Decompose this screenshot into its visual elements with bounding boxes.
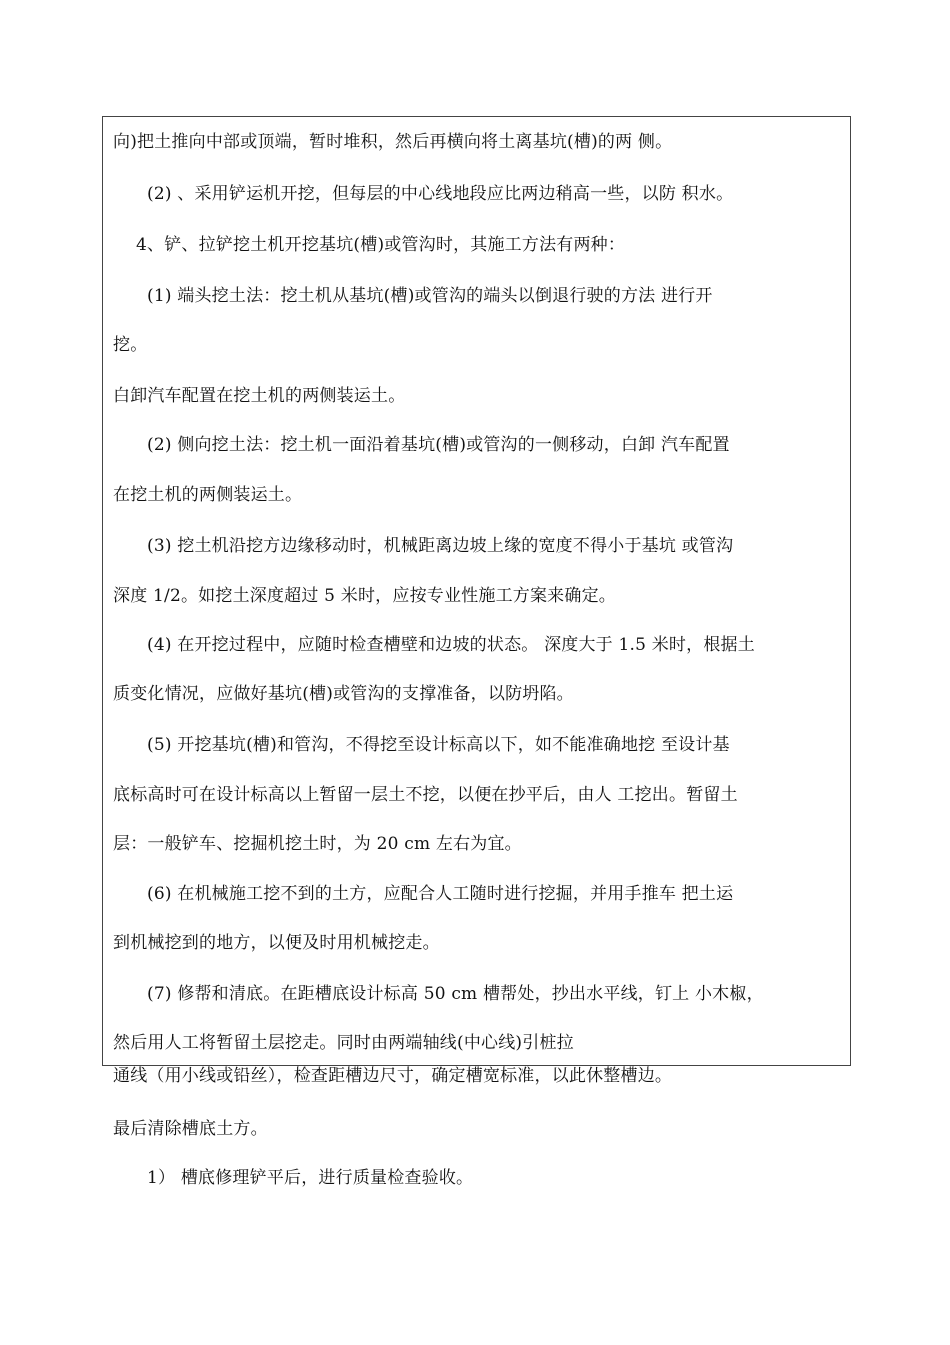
text-line: (4) 在开挖过程中，应随时检查槽壁和边坡的状态。 深度大于 1.5 米时，根据土 bbox=[147, 635, 755, 655]
text-line: (6) 在机械施工挖不到的土方，应配合人工随时进行挖掘，并用手推车 把土运 bbox=[147, 884, 734, 904]
text-line: 在挖土机的两侧装运土。 bbox=[113, 485, 303, 505]
text-line: 白卸汽车配置在挖土机的两侧装运土。 bbox=[113, 386, 406, 406]
text-line: (1) 端头挖土法：挖土机从基坑(槽)或管沟的端头以倒退行驶的方法 进行开 bbox=[147, 286, 713, 306]
text-line: (3) 挖土机沿挖方边缘移动时，机械距离边坡上缘的宽度不得小于基坑 或管沟 bbox=[147, 536, 734, 556]
text-line: 通线（用小线或铅丝），检查距槽边尺寸，确定槽宽标准，以此休整槽边。 bbox=[113, 1066, 673, 1086]
text-line: 层：一般铲车、挖掘机挖土时，为 20 cm 左右为宜。 bbox=[113, 834, 522, 854]
text-line: 然后用人工将暂留土层挖走。同时由两端轴线(中心线)引桩拉 bbox=[113, 1033, 574, 1053]
text-line: 1） 槽底修理铲平后，进行质量检查验收。 bbox=[147, 1168, 474, 1188]
text-line: (2) 、采用铲运机开挖，但每层的中心线地段应比两边稍高一些，以防 积水。 bbox=[147, 184, 734, 204]
text-line: 挖。 bbox=[113, 335, 148, 355]
text-line: 深度 1/2。如挖土深度超过 5 米时，应按专业性施工方案来确定。 bbox=[113, 586, 616, 606]
text-line: 4、铲、拉铲挖土机开挖基坑(槽)或管沟时，其施工方法有两种： bbox=[136, 235, 626, 255]
text-line: 底标高时可在设计标高以上暂留一层土不挖，以便在抄平后，由人 工挖出。暂留土 bbox=[113, 785, 738, 805]
text-line: 最后清除槽底土方。 bbox=[113, 1119, 268, 1139]
text-line: 质变化情况，应做好基坑(槽)或管沟的支撑准备，以防坍陷。 bbox=[113, 684, 574, 704]
text-line: 向)把土推向中部或顶端，暂时堆积，然后再横向将土离基坑(槽)的两 侧。 bbox=[113, 132, 673, 152]
text-line: 到机械挖到的地方，以便及时用机械挖走。 bbox=[113, 933, 440, 953]
text-line: (5) 开挖基坑(槽)和管沟，不得挖至设计标高以下，如不能准确地挖 至设计基 bbox=[147, 735, 730, 755]
text-line: (7) 修帮和清底。在距槽底设计标高 50 cm 槽帮处，抄出水平线，钉上 小木椒， bbox=[147, 984, 764, 1004]
text-line: (2) 侧向挖土法：挖土机一面沿着基坑(槽)或管沟的一侧移动，白卸 汽车配置 bbox=[147, 435, 730, 455]
